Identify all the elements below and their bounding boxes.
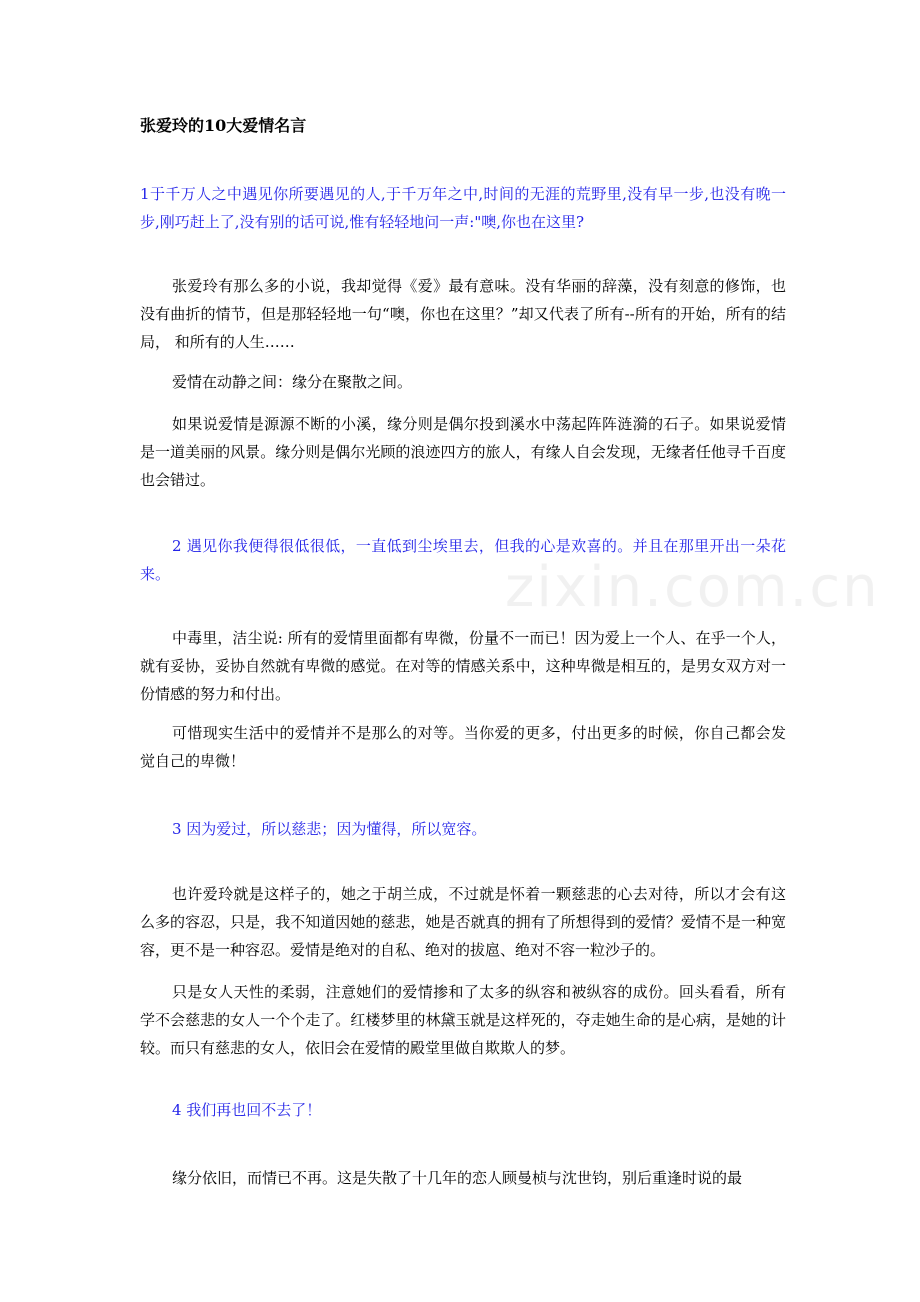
quote-1: 1于千万人之中遇见你所要遇见的人,于千万年之中,时间的无涯的荒野里,没有早一步,也没有晚一步,刚巧赶上了,没有别的话可说,惟有轻轻地问一声:"噢,你也在这里? xyxy=(140,185,786,231)
quote-2: 2 遇见你我便得很低很低，一直低到尘埃里去，但我的心是欢喜的。并且在那里开出一朵花来。 xyxy=(140,537,786,583)
paragraph-5: 可惜现实生活中的爱情并不是那么的对等。当你爱的更多，付出更多的时候，你自己都会发觉自己的卑微！ xyxy=(140,724,786,770)
paragraph-6: 也许爱玲就是这样子的，她之于胡兰成，不过就是怀着一颗慈悲的心去对待，所以才会有这么多的容忍，只是，我不知道因她的慈悲，她是否就真的拥有了所想得到的爱情？爱情不是一种宽容，更不是一种容忍。爱情是绝对的自私、绝对的拔扈、绝对不容一粒沙子的。 xyxy=(140,885,786,959)
paragraph-2: 爱情在动静之间：缘分在聚散之间。 xyxy=(172,373,413,391)
paragraph-4: 中毒里，洁尘说: 所有的爱情里面都有卑微，份量不一而已！因为爱上一个人、在乎一个人，就有妥协，妥协自然就有卑微的感觉。在对等的情感关系中，这种卑微是相互的，是男女双方对一份情感的努力和付出。 xyxy=(140,629,786,703)
watermark: zixin.com.cn xyxy=(505,555,880,620)
paragraph-8: 缘分依旧，而情已不再。这是失散了十几年的恋人顾曼桢与沈世钧，别后重逢时说的最 xyxy=(172,1169,743,1187)
paragraph-7: 只是女人天性的柔弱，注意她们的爱情掺和了太多的纵容和被纵容的成份。回头看看，所有学不会慈悲的女人一个个走了。红楼梦里的林黛玉就是这样死的，夺走她生命的是心病，是她的计较。而只有慈悲的女人，依旧会在爱情的殿堂里做自欺欺人的梦。 xyxy=(140,983,786,1057)
paragraph-1: 张爱玲有那么多的小说，我却觉得《爱》最有意味。没有华丽的辞藻，没有刻意的修饰，也没有曲折的情节，但是那轻轻地一句“噢，你也在这里？”却又代表了所有--所有的开始，所有的结局， 和所有的人生…… xyxy=(140,277,786,351)
quote-4: 4 我们再也回不去了！ xyxy=(172,1101,322,1119)
document-title: 张爱玲的10大爱情名言 xyxy=(140,116,307,135)
quote-3: 3 因为爱过，所以慈悲；因为懂得，所以宽容。 xyxy=(172,820,487,838)
paragraph-3: 如果说爱情是源源不断的小溪，缘分则是偶尔投到溪水中荡起阵阵涟漪的石子。如果说爱情是一道美丽的风景。缘分则是偶尔光顾的浪迹四方的旅人，有缘人自会发现，无缘者任他寻千百度也会错过。 xyxy=(140,415,786,489)
